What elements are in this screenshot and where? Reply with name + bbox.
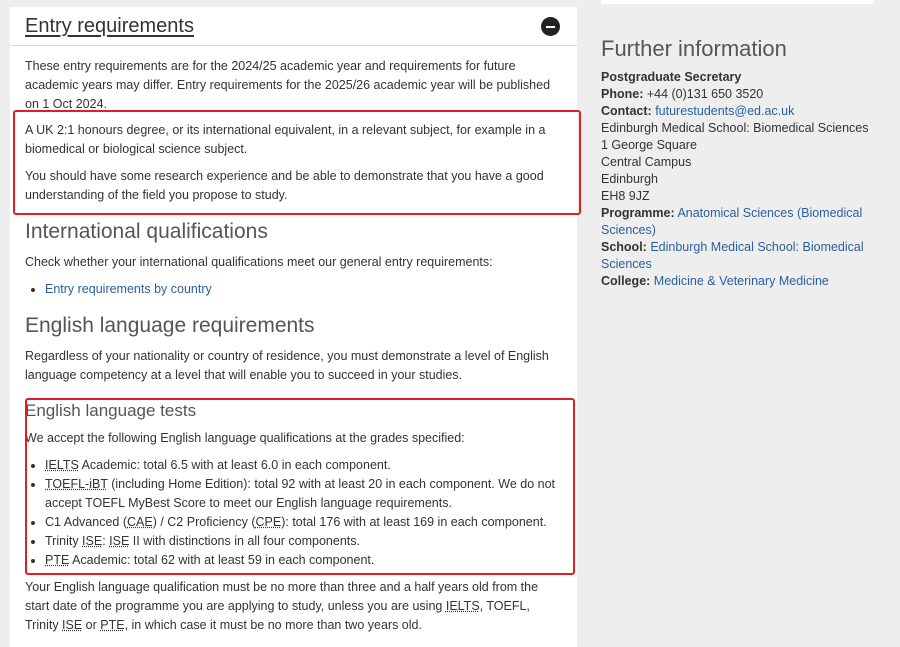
english-tests-heading: English language tests: [25, 401, 197, 420]
test-cambridge: [45, 513, 575, 532]
validity-pte-abbr: PTE: [100, 618, 125, 632]
validity-text: [25, 578, 565, 635]
validity-ise-abbr: ISE: [62, 618, 83, 632]
list-item: [45, 280, 565, 299]
school: [601, 239, 871, 273]
school-link[interactable]: Edinburgh Medical School: Biomedical Sciences: [601, 240, 864, 271]
school-label: School:: [601, 240, 647, 254]
degree-requirement: A UK 2:1 honours degree, or its international equivalent, in a relevant subject, for example in a biomedical or biological science subject.: [25, 123, 546, 156]
cpe-abbr: CPE: [255, 515, 282, 529]
further-information-title: Further information: [601, 36, 787, 61]
cae-abbr: CAE: [127, 515, 153, 529]
pte-abbr: PTE: [45, 553, 70, 567]
trinity-text-a: Trinity: [45, 534, 83, 548]
address-line: EH8 9JZ: [601, 189, 650, 203]
test-pte: [45, 551, 575, 570]
research-requirement: You should have some research experience and be able to demonstrate that you have a good understanding of the field you propose to study.: [25, 169, 544, 202]
international-text: Check whether your international qualifications meet our general entry requirements:: [25, 255, 493, 269]
entry-requirements-panel: [10, 7, 577, 647]
toefl-text: (including Home Edition): total 92 with at least 20 in each component. We do not accept TOEFL MyBest Score to meet our English language requirements.: [45, 477, 555, 510]
email-link[interactable]: futurestudents@ed.ac.uk: [655, 104, 795, 118]
programme-link[interactable]: Anatomical Sciences (Biomedical Sciences): [601, 206, 863, 237]
programme-label: Programme:: [601, 206, 675, 220]
english-heading: English language requirements: [25, 314, 315, 337]
test-ielts: [45, 456, 575, 475]
further-information: [601, 69, 881, 290]
secretary-label: Postgraduate Secretary: [601, 70, 742, 84]
international-list: [25, 280, 565, 299]
intro-text: These entry requirements are for the 2024/25 academic year and requirements for future academic years may differ. Entry requirements for the 2025/26 academic year will be published on 1 Oct 2024.: [25, 59, 551, 111]
validity-part-c: or: [82, 618, 101, 632]
test-trinity: [45, 532, 575, 551]
college: [601, 273, 881, 290]
validity-part-a: Your English language qualification must be no more than three and a half years old from the start date of the programme you are applying to study, unless you are using: [25, 580, 539, 613]
phone-label: Phone:: [601, 87, 644, 101]
c1-text-b: ) / C2 Proficiency (: [152, 515, 256, 529]
english-tests-list: [25, 456, 575, 570]
english-tests-intro: We accept the following English language qualifications at the grades specified:: [25, 431, 465, 445]
contact-label: Contact:: [601, 104, 652, 118]
accordion-title[interactable]: Entry requirements: [25, 15, 194, 37]
ise-abbr-2: ISE: [109, 534, 130, 548]
accordion-header[interactable]: [10, 7, 577, 46]
c1-text-c: ): total 176 with at least 169 in each component.: [281, 515, 547, 529]
college-label: College:: [601, 274, 651, 288]
international-heading: International qualifications: [25, 220, 268, 243]
ise-abbr: ISE: [82, 534, 103, 548]
address-line: Edinburgh Medical School: Biomedical Sciences: [601, 121, 869, 135]
sidebar-card-top: [601, 0, 874, 4]
phone: [601, 86, 881, 103]
college-link[interactable]: Medicine & Veterinary Medicine: [653, 274, 829, 288]
entry-requirements-by-country-link[interactable]: Entry requirements by country: [45, 282, 212, 296]
contact: [601, 103, 881, 120]
validity-ielts-abbr: IELTS: [445, 599, 480, 613]
english-text: Regardless of your nationality or country of residence, you must demonstrate a level of English language competency at a level that will enable you to succeed in your studies.: [25, 349, 549, 382]
ielts-abbr: IELTS: [45, 458, 79, 472]
trinity-text-b: :: [102, 534, 110, 548]
c1-text-a: C1 Advanced (: [45, 515, 127, 529]
address-line: Edinburgh: [601, 172, 658, 186]
secretary: [601, 69, 881, 86]
validity-part-b: , TOEFL, Trinity: [25, 599, 530, 632]
programme: [601, 205, 871, 239]
collapse-minus-icon[interactable]: [541, 17, 560, 36]
address-line: Central Campus: [601, 155, 692, 169]
address-line: 1 George Square: [601, 138, 697, 152]
pte-text: Academic: total 62 with at least 59 in each component.: [69, 553, 375, 567]
trinity-text-c: II with distinctions in all four components.: [129, 534, 360, 548]
phone-number: +44 (0)131 650 3520: [643, 87, 764, 101]
test-toefl: [45, 475, 575, 513]
toefl-abbr: TOEFL-iBT: [45, 477, 108, 491]
validity-part-d: , in which case it must be no more than two years old.: [124, 618, 422, 632]
ielts-text: Academic: total 6.5 with at least 6.0 in each component.: [78, 458, 391, 472]
